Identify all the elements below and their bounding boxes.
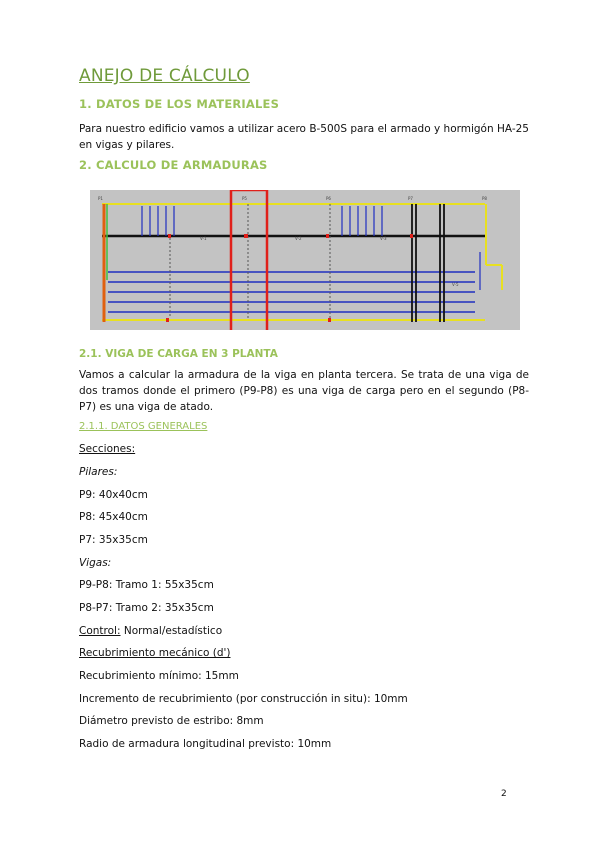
paragraph-materials: Para nuestro edificio vamos a utilizar acero B-500S para el armado y hormigón HA-25 en vigas y pilares. [79,123,529,151]
label-secciones: Secciones: [79,443,136,455]
svg-text:P8: P8 [482,196,487,201]
label-recubrimiento: Recubrimiento mecánico (d') [79,647,231,659]
page-number: 2 [501,789,507,799]
viga-item: P9-P8: Tramo 1: 55x35cm [79,579,214,591]
label-control: Control: [79,625,121,637]
svg-text:V-5: V-5 [452,282,459,287]
paragraph-viga-carga: Vamos a calcular la armadura de la viga en planta tercera. Se trata de una viga de dos tramos donde el primero (P9-P8) es una viga de carga pero en el segundo (P8-P7) es una viga de atado. [79,369,529,413]
svg-text:P6: P6 [326,196,331,201]
label-vigas: Vigas: [79,557,112,569]
label-pilares: Pilares: [79,466,118,478]
document-title: ANEJO DE CÁLCULO [79,66,250,86]
heading-datos-generales: 2.1.1. DATOS GENERALES [79,421,208,432]
recubrimiento-item: Radio de armadura longitudinal previsto: 10mm [79,738,332,750]
svg-text:P5: P5 [242,196,247,201]
svg-text:P7: P7 [408,196,413,201]
control-value: Normal/estadístico [120,625,223,637]
svg-text:P1: P1 [98,196,103,201]
recubrimiento-item: Recubrimiento mínimo: 15mm [79,670,239,682]
structural-plan-drawing [90,190,520,330]
svg-text:V-3: V-3 [380,236,387,241]
recubrimiento-item: Incremento de recubrimiento (por construcción in situ): 10mm [79,693,408,705]
heading-calculo-armaduras: 2. CALCULO DE ARMADURAS [79,158,268,172]
svg-text:V-2: V-2 [295,236,302,241]
drawing-background [90,190,520,330]
pilar-item: P8: 45x40cm [79,511,148,523]
pilar-item: P7: 35x35cm [79,534,148,546]
viga-item: P8-P7: Tramo 2: 35x35cm [79,602,214,614]
svg-text:V-1: V-1 [200,236,207,241]
recubrimiento-item: Diámetro previsto de estribo: 8mm [79,715,264,727]
heading-viga-carga: 2.1. VIGA DE CARGA EN 3 PLANTA [79,348,278,360]
heading-materials: 1. DATOS DE LOS MATERIALES [79,97,280,111]
control-line [79,625,222,637]
pilar-item: P9: 40x40cm [79,489,148,501]
